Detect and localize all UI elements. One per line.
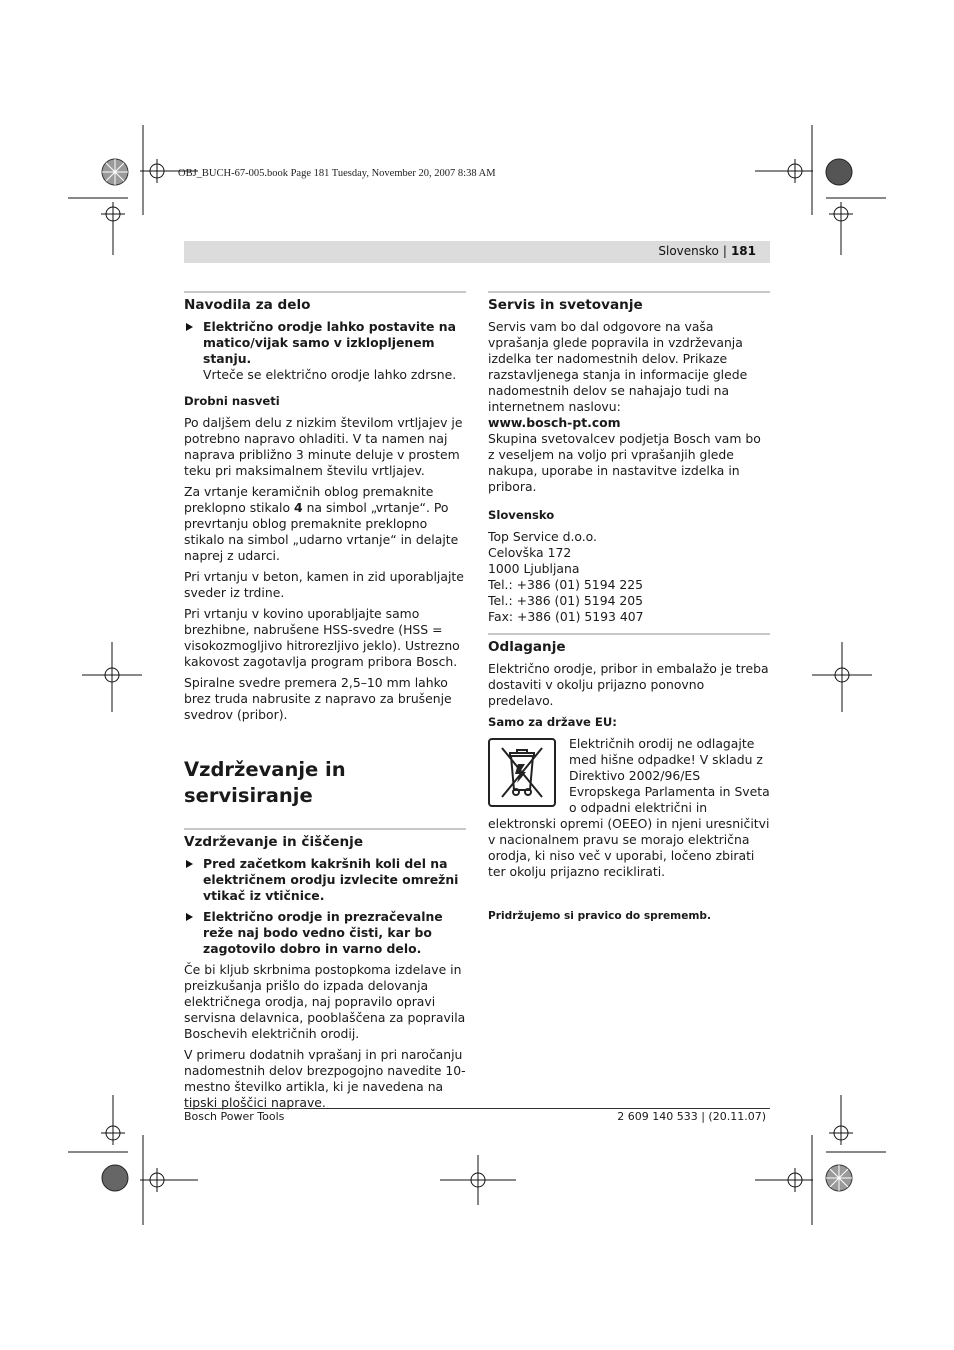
right-column: [488, 291, 770, 924]
subsection-title-tips: Drobni nasveti: [184, 394, 280, 408]
paragraph: Če bi kljub skrbnima postopkoma izdelave in preizkušanja prišlo do izpada delovanja električnega orodja, naj popravilo opravi servisna delavnica, pooblaščena za popravila Boschevih električnih orodij.: [184, 962, 466, 1041]
subsection-title-eu: Samo za države EU:: [488, 715, 617, 729]
spacer: [488, 880, 770, 908]
website-url: www.bosch-pt.com: [488, 415, 621, 430]
paragraph: Pri vrtanju v beton, kamen in zid uporabljajte sveder iz trdine.: [184, 569, 464, 600]
bullet-item: [184, 909, 466, 957]
phone-line: Tel.: +386 (01) 5194 205: [488, 593, 644, 608]
address-line: Celovška 172: [488, 545, 572, 560]
footer-brand: Bosch Power Tools: [184, 1110, 285, 1123]
section-title-work-instructions: Navodila za delo: [184, 297, 311, 313]
header-language: Slovensko: [658, 244, 719, 258]
paragraph: Servis vam bo dal odgovore na vaša vprašanja glede popravila in vzdrževanja izdelka ter nadomestnih delov. Prikaze razstavljenega stanja in informacije glede nadomestnih delov se nahajajo tudi na internetnem naslovu:: [488, 319, 748, 414]
section-title-service: Servis in svetovanje: [488, 297, 643, 313]
paragraph: Po daljšem delu z nizkim številom vrtljajev je potrebno napravo ohladiti. V ta namen naj naprava približno 3 minute deluje v prostem teku pri maksimalnem številu vrtljajev.: [184, 415, 463, 478]
print-header: OBJ_BUCH-67-005.book Page 181 Tuesday, November 20, 2007 8:38 AM: [178, 168, 496, 179]
registration-mark-icon: [68, 195, 128, 255]
text-run: na simbol „vrtanje“. Po prevrtanju oblog premaknite preklopno stikalo na simbol „udarno vrtanje“ in delajte naprej z udarci.: [184, 500, 459, 563]
section-title-maintenance: Vzdrževanje in čiščenje: [184, 834, 364, 850]
registration-mark-icon: [812, 642, 872, 712]
address-line: 1000 Ljubljana: [488, 561, 580, 576]
registration-mark-icon: [755, 1135, 815, 1225]
bullet-bold-text: matico/vijak samo v izklopljenem stanju.: [203, 335, 435, 366]
color-wheel-icon: [824, 1163, 854, 1193]
footer-part-number: 2 609 140 533 | (20.11.07): [617, 1110, 766, 1123]
section-rule: [488, 633, 770, 635]
registration-mark-icon: [755, 125, 815, 215]
paragraph: Električno orodje, pribor in embalažo je treba dostaviti v okolju prijazno ponovno predelavo.: [488, 661, 769, 708]
figure-reference: 4: [294, 500, 303, 515]
phone-line: Tel.: +386 (01) 5194 225: [488, 577, 644, 592]
bullet-bold-text: Pred začetkom kakršnih koli del na električnem orodju izvlecite omrežni vtikač iz vtičnice.: [203, 856, 459, 903]
paragraph: [184, 484, 466, 564]
fax-line: Fax: +386 (01) 5193 407: [488, 609, 644, 624]
subsection-title-country: Slovensko: [488, 508, 555, 522]
running-header: [184, 241, 770, 263]
color-wheel-icon: [100, 157, 130, 187]
bullet-triangle-icon: [186, 913, 193, 921]
section-rule: [184, 291, 466, 293]
paragraph: V primeru dodatnih vprašanj in pri naročanju nadomestnih delov brezpogojno navedite 10-mestno številko artikla, ki je navedena na tipski ploščici naprave.: [184, 1047, 466, 1110]
registration-mark-icon: [68, 1095, 128, 1155]
color-wheel-icon: [100, 1163, 130, 1193]
color-wheel-icon: [824, 157, 854, 187]
paragraph: Skupina svetovalcev podjetja Bosch vam bo z veseljem na voljo pri vprašanjih glede nakupa, uporabe in nastavitve izdelka in pribora.: [488, 431, 761, 494]
bullet-triangle-icon: [186, 323, 193, 331]
registration-mark-icon: [140, 1135, 200, 1225]
page-number: 181: [730, 244, 756, 258]
bullet-bold-text: Električno orodje in prezračevalne reže naj bodo vedno čisti, kar bo zagotovilo dobro in varno delo.: [203, 909, 443, 956]
weee-block: [488, 736, 770, 880]
bullet-text: Vrteče se električno orodje lahko zdrsne.: [203, 367, 457, 382]
weee-bin-icon: [488, 738, 556, 807]
text-run: Za vrtanje keramičnih oblog premaknite preklopno stikalo: [184, 484, 434, 515]
registration-mark-icon: [82, 642, 142, 712]
header-separator: |: [722, 244, 727, 258]
registration-mark-icon: [140, 125, 200, 215]
paragraph: Pri vrtanju v kovino uporabljajte samo brezhibne, nabrušene HSS-svedre (HSS = visokozmogljivo hitrorezljivo jeklo). Ustrezno kakovost zagotavlja program pribora Bosch.: [184, 606, 460, 669]
registration-mark-icon: [826, 1095, 886, 1155]
section-rule: [488, 291, 770, 293]
footer-rule: [184, 1108, 770, 1109]
bullet-triangle-icon: [186, 860, 193, 868]
section-rule: [184, 828, 466, 830]
section-title-disposal: Odlaganje: [488, 639, 566, 655]
reservation-note: Pridržujemo si pravico do sprememb.: [488, 910, 712, 922]
bullet-item: [184, 319, 466, 383]
registration-mark-icon: [826, 195, 886, 255]
left-column: [184, 291, 466, 1116]
weee-text: Električnih orodij ne odlagajte med hišne odpadke! V skladu z Direktivo 2002/96/ES Evropskega Parlamenta in Sveta o odpadni električni in elektronski opremi (OEEO) in njeni uresničitvi v nacionalnem pravu se morajo električna orodja, ki niso več v uporabi, ločeno zbirati ter okolju prijazno reciklirati.: [488, 736, 770, 879]
chapter-title: Vzdrževanje in servisiranje: [184, 758, 346, 807]
bullet-bold-text: Električno orodje lahko postavite na: [203, 319, 456, 334]
address-line: Top Service d.o.o.: [488, 529, 597, 544]
paragraph: Spiralne svedre premera 2,5–10 mm lahko brez truda nabrusite z napravo za brušenje svedrov (pribor).: [184, 675, 452, 722]
registration-mark-icon: [440, 1150, 516, 1210]
bullet-item: [184, 856, 466, 904]
